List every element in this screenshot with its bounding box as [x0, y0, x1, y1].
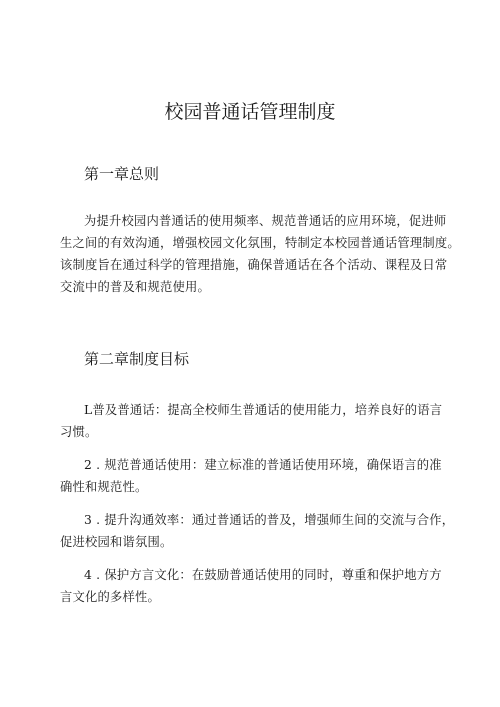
- paragraph-line: 为提升校园内普通话的使用频率、规范普通话的应用环境，促进师: [84, 214, 447, 228]
- document-title: 校园普通话管理制度: [164, 101, 336, 123]
- chapter-1-paragraph: [60, 210, 460, 298]
- item-line: 4 . 保护方言文化：在鼓励普通话使用的同时，尊重和保护地方方: [84, 568, 442, 582]
- item-line: 2 . 规范普通话使用：建立标准的普通话使用环境，确保语言的准: [84, 458, 442, 472]
- paragraph-line: 交流中的普及和规范使用。: [60, 280, 210, 294]
- chapter-2-heading: 第二章制度目标: [84, 350, 190, 368]
- item-line: 3 . 提升沟通效率：通过普通话的普及，增强师生间的交流与合作，: [84, 513, 455, 527]
- item-line: L普及普通话：提高全校师生普通话的使用能力，培养良好的语言: [84, 403, 443, 417]
- item-line: 习惯。: [60, 425, 98, 439]
- item-line: 确性和规范性。: [60, 480, 148, 494]
- goal-item-3: [60, 509, 460, 553]
- paragraph-line: 该制度旨在通过科学的管理措施，确保普通话在各个活动、课程及日常: [60, 258, 448, 272]
- goal-item-1: [60, 399, 460, 443]
- item-line: 言文化的多样性。: [60, 590, 160, 604]
- paragraph-line: 生之间的有效沟通，增强校园文化氛围，特制定本校园普通话管理制度。: [60, 236, 460, 250]
- goal-item-4: [60, 564, 460, 608]
- item-line: 促进校园和谐氛围。: [60, 535, 173, 549]
- chapter-1-heading: 第一章总则: [84, 165, 160, 183]
- goal-item-2: [60, 454, 460, 498]
